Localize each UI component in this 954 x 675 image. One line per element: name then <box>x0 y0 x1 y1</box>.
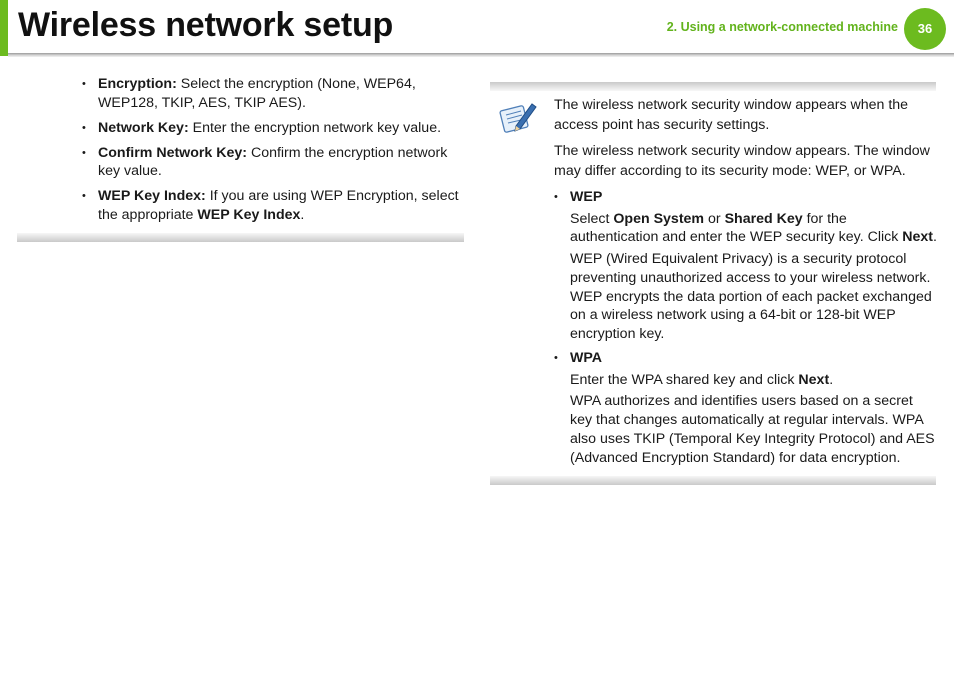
page-title: Wireless network setup <box>18 6 394 44</box>
list-item-wep <box>554 188 938 344</box>
header-divider <box>8 53 954 57</box>
item-label: WEP Key Index: <box>98 188 206 205</box>
bullet-dot: • <box>554 191 558 203</box>
list-item-encryption <box>82 75 462 112</box>
item-description: WEP (Wired Equivalent Privacy) is a security protocol preventing unauthorized access to your wireless network. WEP encrypts the data portion of each packet exchanged on a wireless network using a 64-bit or 128-bit WEP encryption key. <box>570 251 932 343</box>
item-label: Network Key: <box>98 119 189 136</box>
item-text: If you are using WEP Encryption, select the appropriate <box>98 188 459 224</box>
item-label: Encryption: <box>98 76 177 92</box>
note-content <box>554 96 938 473</box>
item-text: Enter the encryption network key value. <box>188 119 442 136</box>
item-description: WPA authorizes and identifies users based on a secret key that changes automatically at regular intervals. WPA also uses TKIP (Temporal Key Integrity Protocol) and AES (Advanced Encryption Standard) for data encryption. <box>570 393 935 466</box>
chapter-link[interactable]: 2. Using a network-connected machine <box>666 20 898 34</box>
item-text: Confirm the encryption network key value. <box>98 144 448 180</box>
list-item-network-key <box>82 119 462 138</box>
settings-list <box>82 75 462 231</box>
item-bold-tail: WEP Key Index <box>197 207 301 224</box>
list-item-wpa <box>554 349 938 467</box>
header-accent-bar <box>0 0 8 56</box>
item-tail: . <box>300 207 305 224</box>
list-item-wep-key-index <box>82 187 462 224</box>
note-paragraph: The wireless network security window appears when the access point has security settings. <box>554 97 909 133</box>
page-number-badge: 36 <box>904 8 946 50</box>
note-bottom-border <box>490 476 936 485</box>
list-item-confirm-network-key <box>82 144 462 181</box>
item-instruction: Enter the WPA shared key and click Next. <box>570 371 834 388</box>
note-top-border <box>490 82 936 91</box>
section-divider <box>17 233 464 242</box>
note-paragraph: The wireless network security window appears. The window may differ according to its security mode: WEP, or WPA. <box>554 143 930 179</box>
item-heading: WEP <box>570 189 603 205</box>
bullet-dot: • <box>554 352 558 365</box>
item-text: Select the encryption (None, WEP64, WEP128, TKIP, AES, TKIP AES). <box>98 76 416 111</box>
item-label: Confirm Network Key: <box>98 144 247 161</box>
note-pencil-icon <box>499 98 539 136</box>
item-heading: WPA <box>570 350 603 367</box>
item-instruction: Select Open System or Shared Key for the authentication and enter the WEP security key. Click Next. <box>570 210 937 246</box>
